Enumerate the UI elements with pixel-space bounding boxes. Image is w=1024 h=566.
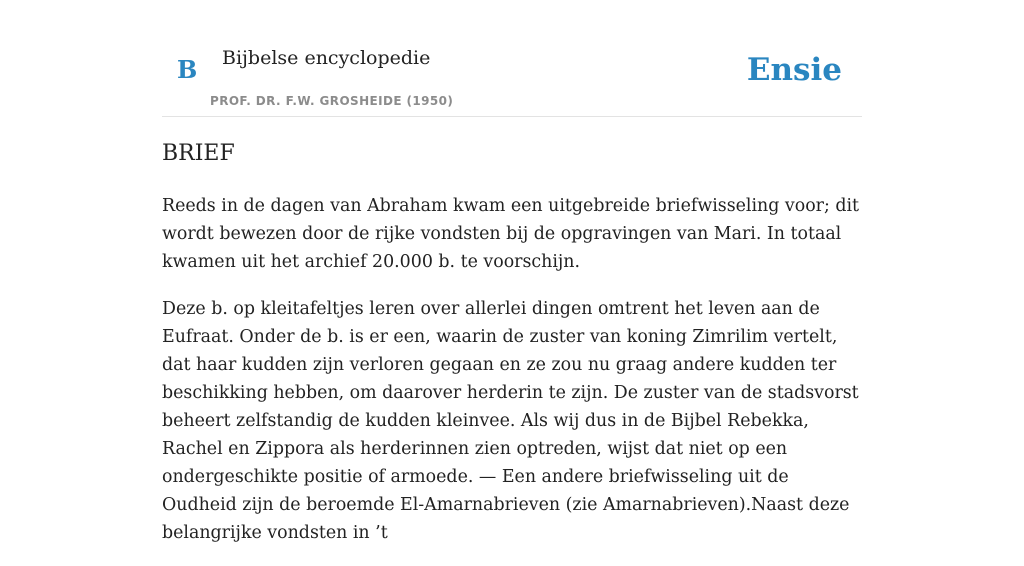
- book-author: PROF. DR. F.W. GROSHEIDE (1950): [210, 94, 454, 108]
- entry-paragraph-2: Deze b. op kleitafeltjes leren over allerlei dingen omtrent het leven aan de Eufraat. Onder de b. is er een, waarin de zuster van koning Zimrilim vertelt, dat haar kudden zijn verloren gegaan en ze zou nu graag andere kudden ter beschikking hebben, om daarover herderin te zijn. De zuster van de stadsvorst beheert zelfstandig de kudden kleinvee. Als wij dus in de Bijbel Rebekka, Rachel en Zippora als herderinnen zien optreden, wijst dat niet op een ondergeschikte positie of armoede. — Een andere briefwisseling uit de Oudheid zijn de beroemde El-Amarnabrieven (zie Amarnabrieven).Naast deze belangrijke vondsten in ’t: [162, 299, 859, 543]
- ensie-logo[interactable]: Ensie: [746, 52, 842, 88]
- book-title-link[interactable]: Bijbelse encyclopedie: [222, 47, 431, 69]
- entry-paragraph-1: Reeds in de dagen van Abraham kwam een uitgebreide briefwisseling voor; dit wordt bewezen door de rijke vondsten bij de opgravingen van Mari. In totaal kwamen uit het archief 20.000 b. te voorschijn.: [162, 196, 860, 272]
- book-letter-badge[interactable]: B: [177, 55, 198, 84]
- book-header: [162, 0, 862, 117]
- entry-body: [162, 192, 862, 566]
- entry-title: BRIEF: [162, 141, 235, 166]
